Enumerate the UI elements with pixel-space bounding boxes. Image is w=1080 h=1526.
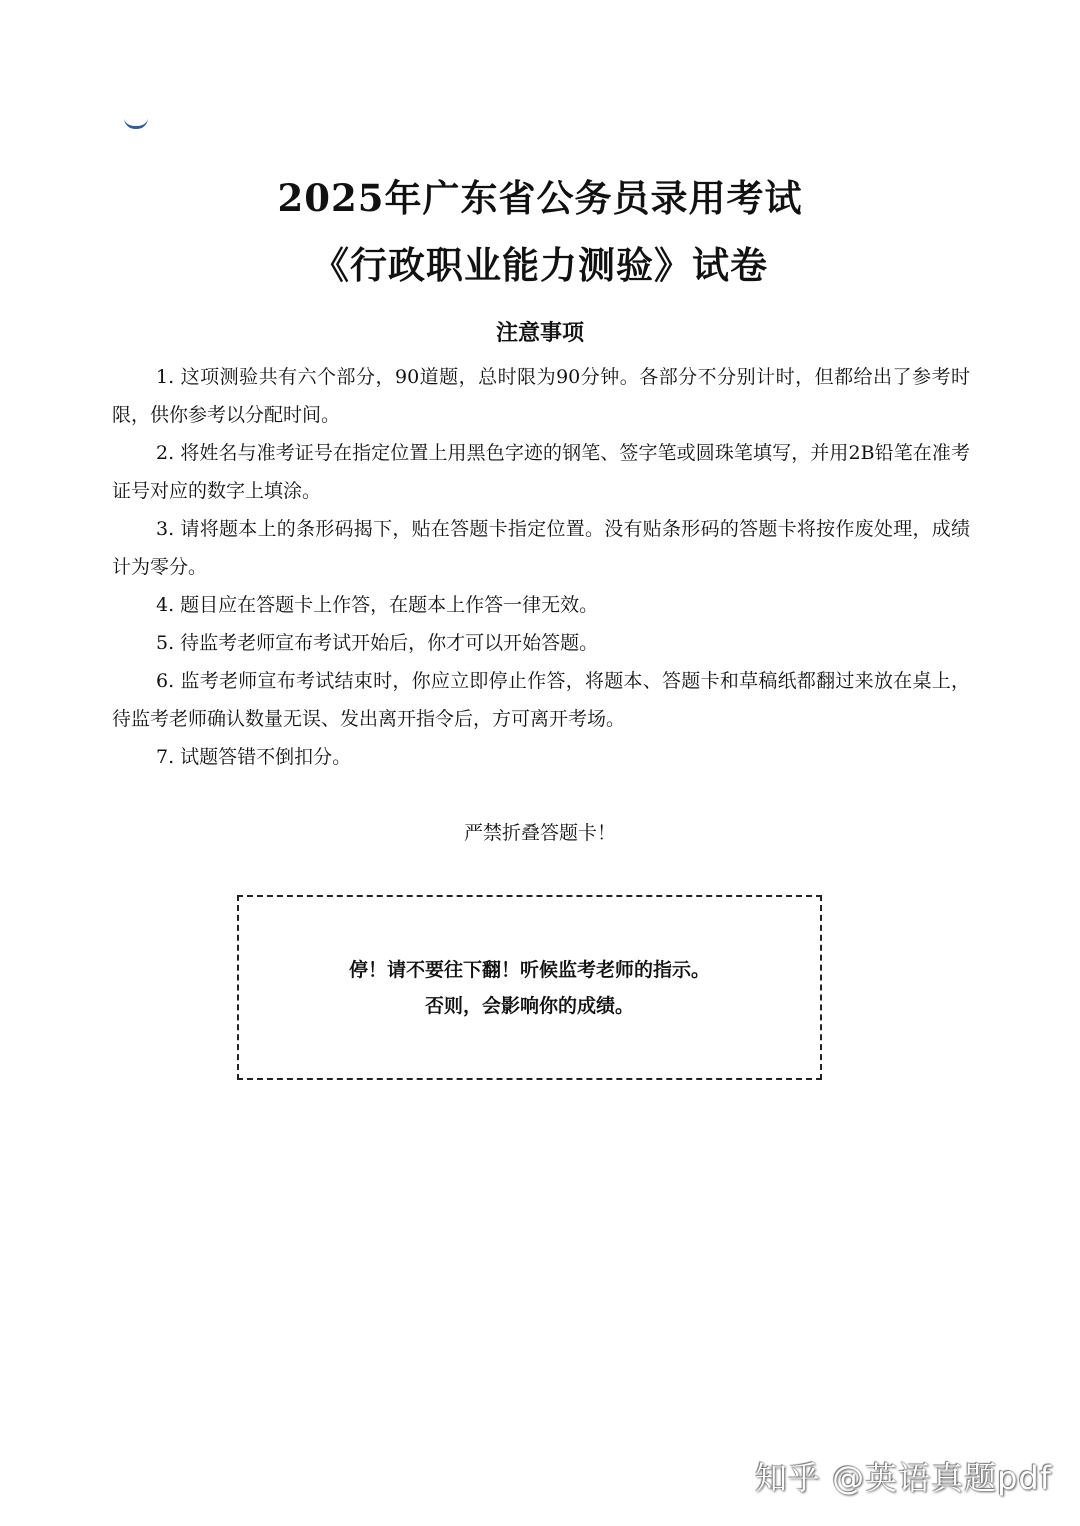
stop-notice-line-2: 否则，会影响你的成绩。: [424, 995, 634, 1017]
notice-item-2: 2. 将姓名与准考证号在指定位置上用黑色字迹的钢笔、签字笔或圆珠笔填写，并用2B铅笔在准考证号对应的数字上填涂。: [112, 442, 970, 502]
stop-notice-box: [237, 895, 822, 1080]
notice-item-7: 7. 试题答错不倒扣分。: [156, 746, 352, 768]
notice-item-5: 5. 待监考老师宣布考试开始后，你才可以开始答题。: [156, 632, 599, 654]
exam-title: 2025年广东省公务员录用考试: [277, 176, 803, 220]
notice-item-6: 6. 监考老师宣布考试结束时，你应立即停止作答，将题本、答题卡和草稿纸都翻过来放在桌上，待监考老师确认数量无误、发出离开指令后，方可离开考场。: [112, 670, 970, 730]
stop-notice-line-1: 停！请不要往下翻！听候监考老师的指示。: [348, 959, 710, 981]
exam-subtitle: 《行政职业能力测验》试卷: [312, 243, 768, 287]
notice-item-4: 4. 题目应在答题卡上作答，在题本上作答一律无效。: [156, 594, 599, 616]
notice-item-3: 3. 请将题本上的条形码揭下，贴在答题卡指定位置。没有贴条形码的答题卡将按作废处理，成绩计为零分。: [112, 518, 970, 578]
notice-item-1: 1. 这项测验共有六个部分，90道题，总时限为90分钟。各部分不分别计时，但都给出了参考时限，供你参考以分配时间。: [112, 366, 970, 426]
watermark: 知乎 @英语真题pdf: [754, 1459, 1052, 1497]
corner-mark: [124, 118, 148, 129]
fold-warning: 严禁折叠答题卡！: [463, 822, 616, 844]
notice-list: [112, 358, 970, 776]
notice-heading: 注意事项: [495, 320, 584, 346]
